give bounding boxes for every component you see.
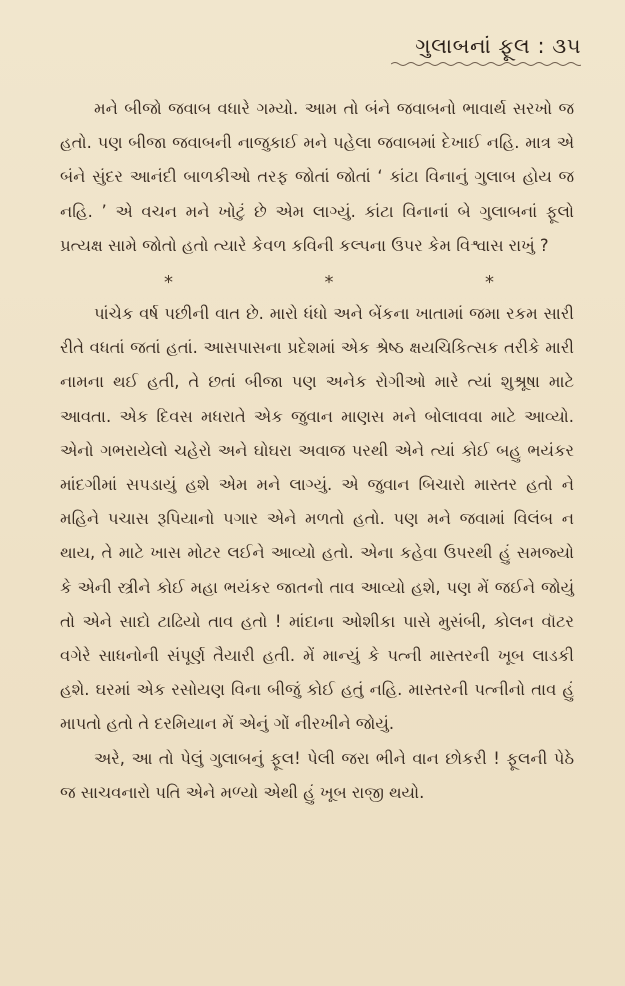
section-separator [60,263,574,297]
paragraph-3: અરે, આ તો પેલું ગુલાબનું ફૂલ! પેલી જરા ભીને વાન છોકરી ! ફૂલની પેઠે જ સાચવનારો પતિ એને મળ્યો એથી હું ખૂબ રાજી થયો. [60,748,574,802]
paragraph-1: મને બીજો જવાબ વધારે ગમ્યો. આમ તો બંને જવાબનો ભાવાર્થ સરખો જ હતો. પણ બીજા જવાબની નાજુકાઈ મને પહેલા જવાબમાં દેખાઈ નહિ. માત્ર એ બંને સુંદર આનંદી બાળકીઓ તરફ જોતાં જોતાં ‘ કાંટા વિનાનું ગુલાબ હોય જ નહિ. ’ એ વચન મને ખોટું છે એમ લાગ્યું. કાંટા વિનાનાં બે ગુલાબનાં ફૂલો પ્રત્યક્ષ સામે જોતો હતો ત્યારે કેવળ કવિની કલ્પના ઉપર કેમ વિશ્વાસ રાખું ? [60,99,574,255]
page-body [60,92,574,810]
running-title: ગુલાબનાં ફૂલ : ૩૫ [415,34,581,58]
separator-star: * [324,272,334,294]
wavy-rule-ornament [391,61,581,67]
separator-star: * [485,272,494,294]
page-header [391,34,581,67]
separator-star: * [164,272,173,294]
paragraph-2: પાંચેક વર્ષ પછીની વાત છે. મારો ધંધો અને બેંકના ખાતામાં જમા રકમ સારી રીતે વધતાં જતાં હતાં. આસપાસના પ્રદેશમાં એક શ્રેષ્ઠ ક્ષયચિકિત્સક તરીકે મારી નામના થઈ હતી, તે છતાં બીજા પણ અનેક રોગીઓ મારે ત્યાં શુશ્રૂષા માટે આવતા. એક દિવસ મધરાતે એક જુવાન માણસ મને બોલાવવા માટે આવ્યો. એનો ગભરાયેલો ચહેરો અને ઘોઘરા અવાજ પરથી એને ત્યાં કોઈ બહુ ભયંકર માંદગીમાં સપડાયું હશે એમ મને લાગ્યું. એ જુવાન બિચારો માસ્તર હતો ને મહિને પચાસ રૂપિયાનો પગાર એને મળતો હતો. પણ મને જવામાં વિલંબ ન થાય, તે માટે ખાસ મોટર લઈને આવ્યો હતો. એના કહેવા ઉપરથી હું સમજ્યો કે એની સ્ત્રીને કોઈ મહા ભયંકર જાતનો તાવ આવ્યો હશે, પણ મેં જઈને જોયું તો એને સાદો ટાઢિયો તાવ હતો ! માંદાના ઓશીકા પાસે મુસંબી, કોલન વૉટર વગેરે સાધનોની સંપૂર્ણ તૈયારી હતી. મેં માન્યું કે પત્ની માસ્તરની ખૂબ લાડકી હશે. ઘરમાં એક રસોયણ વિના બીજું કોઈ હતું નહિ. માસ્તરની પત્નીનો તાવ હું માપતો હતો તે દરમિયાન મેં એનું ગોં નીરખીને જોયું. [60,304,574,734]
